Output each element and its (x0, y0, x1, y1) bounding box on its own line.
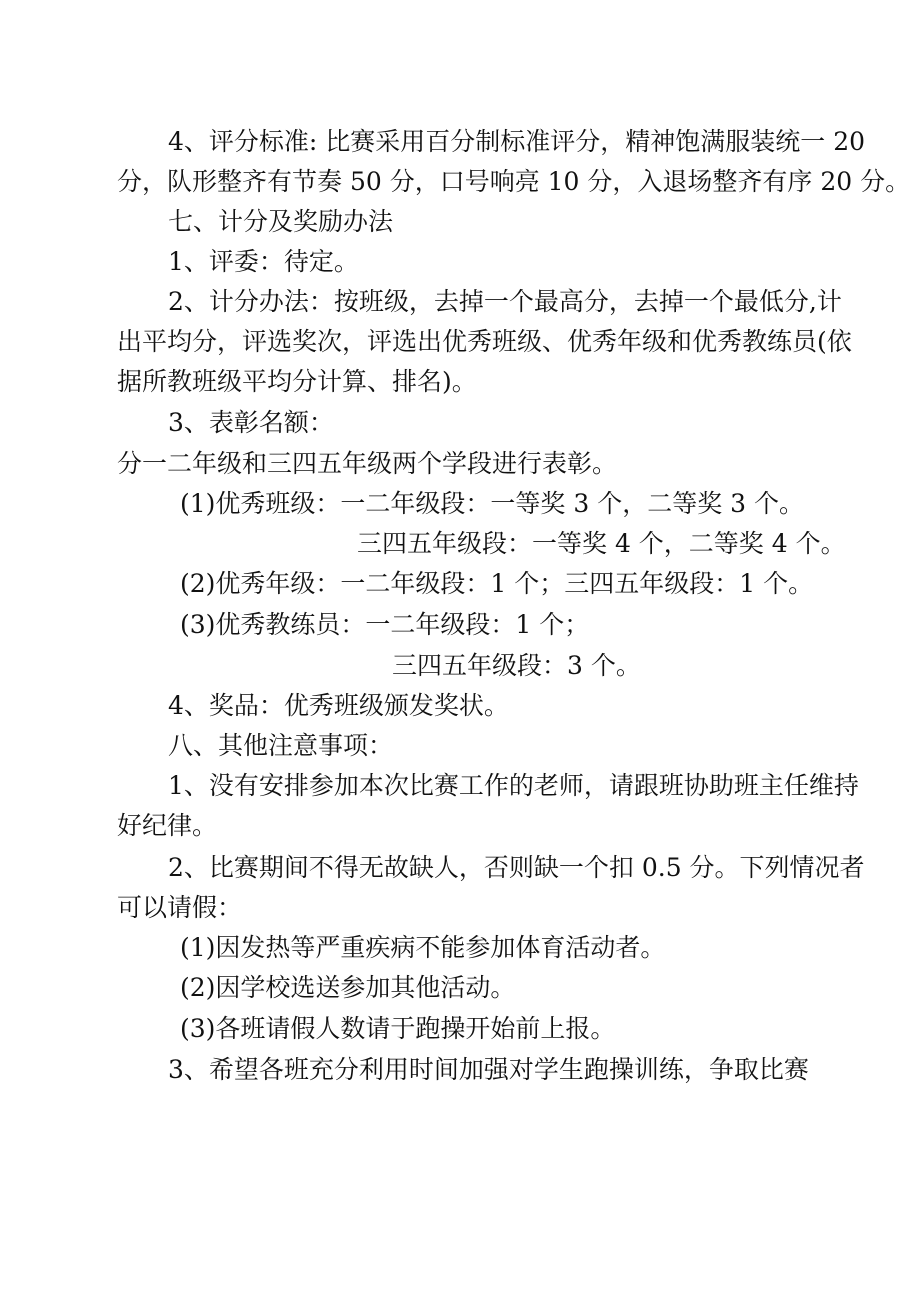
text-line: 分一二年级和三四五年级两个学段进行表彰。 (117, 449, 618, 478)
list-item: (3)各班请假人数请于跑操开始前上报。 (180, 1014, 616, 1043)
text-line: 2、比赛期间不得无故缺人，否则缺一个扣 0.5 分。下列情况者 (168, 853, 865, 882)
list-item: (1)因发热等严重疾病不能参加体育活动者。 (180, 933, 666, 962)
text-line: 1、评委：待定。 (168, 247, 359, 276)
text-line: 出平均分，评选奖次，评选出优秀班级、优秀年级和优秀教练员(依 (117, 327, 852, 356)
list-item-continuation: 三四五年级段：一等奖 4 个，二等奖 4 个。 (357, 529, 846, 558)
list-item: (2)因学校选送参加其他活动。 (180, 973, 516, 1002)
text-line: 4、评分标准: 比赛采用百分制标准评分，精神饱满服装统一 20 (168, 127, 866, 156)
text-line: 据所教班级平均分计算、排名)。 (117, 367, 477, 396)
section-heading: 八、其他注意事项： (168, 731, 394, 760)
list-item: (3)优秀教练员：一二年级段：1 个； (180, 610, 590, 639)
text-line: 4、奖品：优秀班级颁发奖状。 (168, 691, 509, 720)
text-line: 3、希望各班充分利用时间加强对学生跑操训练，争取比赛 (168, 1055, 809, 1084)
list-item-continuation: 三四五年级段：3 个。 (392, 651, 641, 680)
text-line: 3、表彰名额： (168, 408, 334, 437)
text-line: 可以请假： (117, 893, 243, 922)
text-line: 好纪律。 (117, 811, 218, 840)
text-line: 分，队形整齐有节奏 50 分，口号响亮 10 分，入退场整齐有序 20 分。 (117, 167, 911, 196)
list-item: (1)优秀班级：一二年级段：一等奖 3 个，二等奖 3 个。 (180, 489, 805, 518)
text-line: 1、没有安排参加本次比赛工作的老师，请跟班协助班主任维持 (168, 771, 859, 800)
text-line: 2、计分办法：按班级，去掉一个最高分，去掉一个最低分,计 (168, 287, 842, 316)
list-item: (2)优秀年级：一二年级段：1 个；三四五年级段：1 个。 (180, 569, 814, 598)
section-heading: 七、计分及奖励办法 (168, 207, 394, 236)
